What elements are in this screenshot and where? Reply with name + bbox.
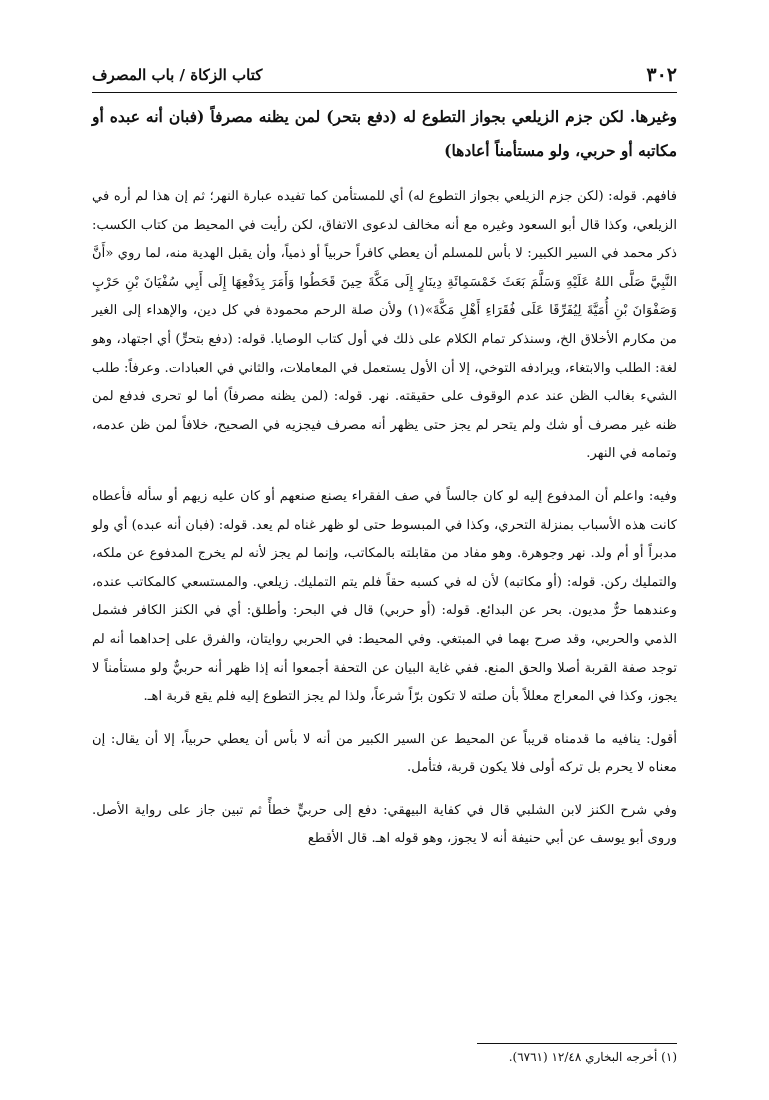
footnote: (١) أخرجه البخاري ١٢/٤٨ (٦٧٦١).	[508, 1050, 677, 1064]
main-text-paragraph: وغيرها. لكن جزم الزيلعي بجواز التطوع له (دفع بتحر) لمن يظنه مصرفاً (فبان أنه عبده أو مكاتبه أو حربي، ولو مستأمناً أعادها)	[92, 107, 677, 160]
commentary	[92, 183, 677, 866]
running-title: كتاب الزكاة / باب المصرف	[92, 66, 263, 84]
page-number: ٣٠٢	[646, 64, 677, 86]
page-header	[92, 58, 677, 93]
commentary-paragraph-4: وفي شرح الكنز لابن الشلبي قال في كفاية البيهقي: دفع إلى حربيٍّ خطأً ثم تبين جاز على رواية الأصل. وروى أبو يوسف عن أبي حنيفة أنه لا يجوز، وهو قوله اهـ. قال الأقطع	[92, 802, 677, 847]
commentary-paragraph-3: أقول: ينافيه ما قدمناه قريباً عن المحيط عن السير الكبير من أنه لا بأس أن يعطي حربياً، إلا أن يقال: إن معناه لا يحرم بل تركه أولى فلا يكون قربة، فتأمل.	[92, 731, 677, 776]
main-text	[92, 100, 677, 168]
commentary-paragraph-1: فافهم. قوله: (لكن جزم الزيلعي بجواز التطوع له) أي للمستأمن كما تفيده عبارة النهر؛ ثم إن هذا لم أره في الزيلعي، وكذا قال أبو السعود وغيره مع أنه مخالف لدعوى الاتفاق، لكن رأيت في المحيط من كتاب الكسب: ذكر محمد في السير الكبير: لا بأس للمسلم أن يعطي كافراً حربياً أو ذمياً، وأن يقبل الهدية منه، لما روي «أَنَّ النَّبِيَّ صَلَّى اللهُ عَلَيْهِ وَسَلَّمَ بَعَثَ خَمْسَمِائَةِ دِينَارٍ إِلَى مَكَّةَ حِينَ قَحَطُوا وَأَمَرَ بِدَفْعِهَا إِلَى أَبِي سُفْيَانَ بْنِ حَرْبٍ وَصَفْوَانَ بْنِ أُمَيَّةَ لِيُفَرِّقَا عَلَى فُقَرَاءِ أَهْلِ مَكَّةَ»(١) ولأن صلة الرحم محمودة في كل دين، والإهداء إلى الغير من مكارم الأخلاق الخ، وسنذكر تمام الكلام على ذلك في أول كتاب الوصايا. قوله: (دفع بتحرٍّ) أي اجتهاد، وهو لغة: الطلب والابتغاء، ويرادفه التوخي، إلا أن الأول يستعمل في المعاملات، والثاني في العبادات. وعرفاً: طلب الشيء بغالب الظن عند عدم الوقوف على حقيقته. نهر. قوله: (لمن يظنه مصرفاً) أما لو تحرى فدفع لمن ظنه غير مصرف أو شك ولم يتحر لم يجز حتى يظهر أنه مصرف فيجزيه في الصحيح، خلافاً لمن ظن عدمه، وتمامه في النهر.	[92, 189, 678, 462]
footnote-divider	[477, 1043, 677, 1044]
commentary-paragraph-2: وفيه: واعلم أن المدفوع إليه لو كان جالساً في صف الفقراء يصنع صنعهم أو كان عليه زيهم أو سأله فأعطاه كانت هذه الأسباب بمنزلة التحري، وكذا في المبسوط حتى لو ظهر غناه لم يعد. قوله: (فبان أنه عبده) أي ولو مدبراً أو أم ولد. نهر وجوهرة. وهو مفاد من مقابلته بالمكاتب، وإنما لم يجز لأنه لم يخرج المدفوع عن ملكه، والتمليك ركن. قوله: (أو مكاتبه) لأن له في كسبه حقاً فلم يتم التمليك. زيلعي. والمستسعي كالمكاتب عنده، وعندهما حرٌّ مديون. بحر عن البدائع. قوله: (أو حربي) قال في البحر: وأطلق: أي في الكنز الكافر فشمل الذمي والحربي، وقد صرح بهما في المبتغي. وفي المحيط: في الحربي روايتان، والفرق على إحداهما أنه لم توجد صفة القربة أصلا والحق المنع. ففي غاية البيان عن التحفة أجمعوا أنه إذا ظهر أنه حربيٌّ ولو مستأمناً لا يجوز، وكذا في المعراج معللاً بأن صلته لا تكون برّاً شرعاً، ولذا لم يجز التطوع إليه فلم يقع قربة اهـ.	[92, 488, 677, 705]
